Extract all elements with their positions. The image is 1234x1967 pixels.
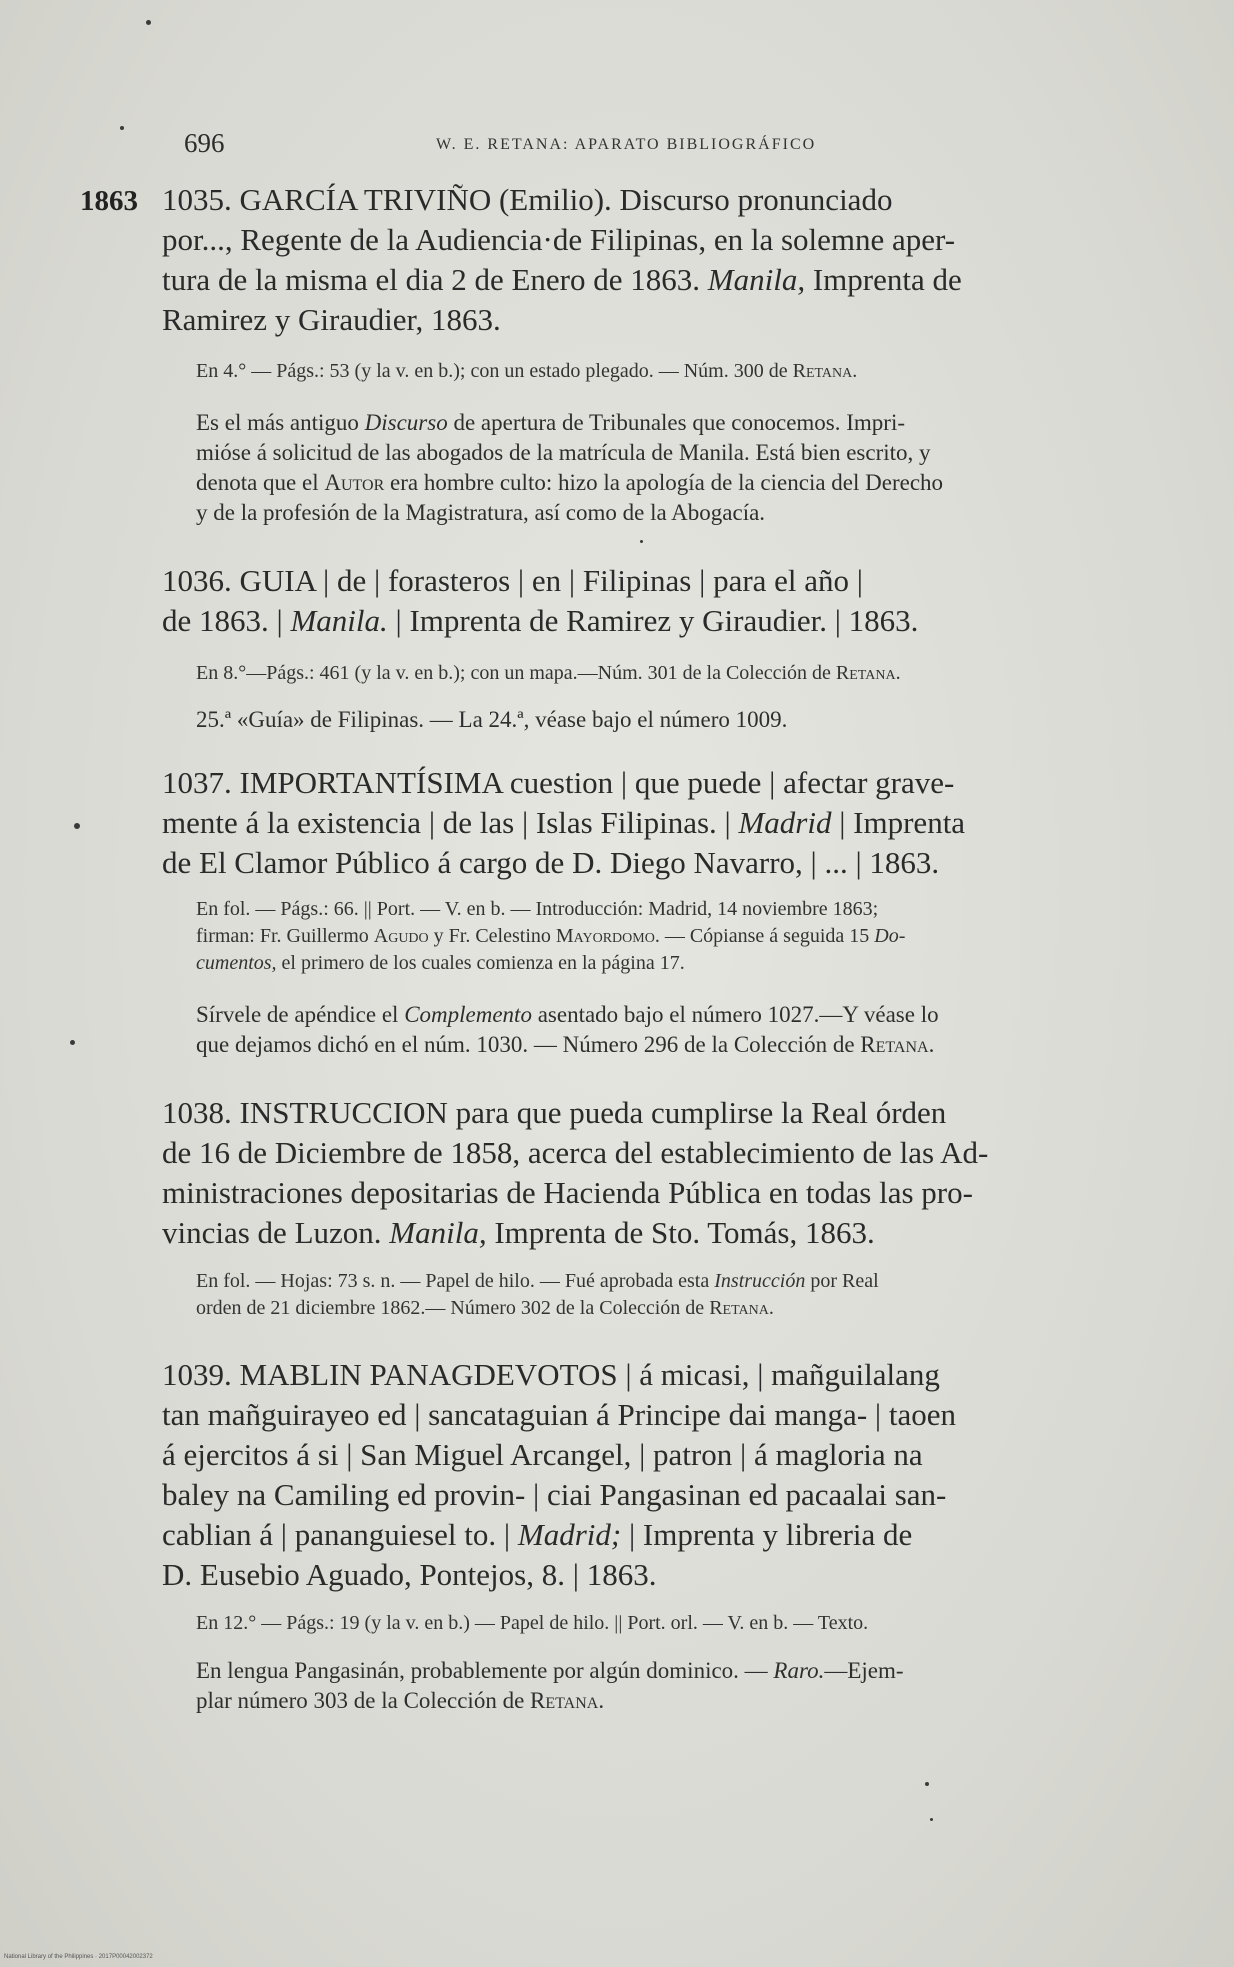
page-number: 696 <box>184 128 225 158</box>
entry-1037-commentary: Sírvele de apéndice el Complemento asentado bajo el número 1027.—Y véase lo que dejamos dichó en el núm. 1030. — Número 296 de la Colección de Retana. <box>196 1002 939 1057</box>
year-marginal-note: 1863 <box>80 185 138 217</box>
entry-1039-commentary: En lengua Pangasinán, probablemente por algún dominico. — Raro.—Ejem- plar número 303 de la Colección de Retana. <box>196 1658 904 1713</box>
entry-1038-note: En fol. — Hojas: 73 s. n. — Papel de hilo. — Fué aprobada esta Instrucción por Real orden de 21 diciembre 1862.— Número 302 de la Colección de Retana. <box>196 1270 879 1319</box>
scan-speck <box>74 823 80 829</box>
scan-speck <box>925 1782 929 1786</box>
entry-line: Ramirez y Giraudier, 1863. <box>162 302 501 337</box>
scan-speck <box>70 1040 75 1045</box>
entry-1035-note: En 4.° — Págs.: 53 (y la v. en b.); con un estado plegado. — Núm. 300 de Retana. <box>196 360 858 382</box>
entry-1039: 1039. MABLIN PANAGDEVOTOS | á micasi, | mañguilalang tan mañguirayeo ed | sancataguian á Principe dai manga- | taoen á ejercitos á si | San Miguel Arcangel, | patron | á magloria na baley na Camiling ed provin- | ciai Pangasinan ed pacaalai san- cablian á | pananguiesel to. | Madrid; | Imprenta y libreria de D. Eusebio Aguado, Pontejos, 8. | 1863. <box>162 1357 956 1592</box>
entry-1039-note: En 12.° — Págs.: 19 (y la v. en b.) — Papel de hilo. || Port. orl. — V. en b. — Texto. <box>196 1612 869 1634</box>
entry-1036-extra: 25.ª «Guía» de Filipinas. — La 24.ª, véase bajo el número 1009. <box>196 707 788 732</box>
entry-1035-commentary: Es el más antiguo Discurso de apertura de Tribunales que conocemos. Impri- mióse á solicitud de las abogados de la matrícula de Manila. Está bien escrito, y denota que el Autor era hombre culto: hizo la apología de la ciencia del Derecho y de la profesión de la Magistratura, así como de la Abogacía. <box>196 410 944 525</box>
scan-speck <box>120 126 124 130</box>
scan-speck <box>146 20 151 25</box>
scan-speck <box>930 1818 933 1821</box>
entry-1037-note: En fol. — Págs.: 66. || Port. — V. en b. — Introducción: Madrid, 14 noviembre 1863; firman: Fr. Guillermo Agudo y Fr. Celestino Mayordomo. — Cópianse á seguida 15 Do- cumentos, el primero de los cuales comienza en la página 17. <box>196 898 906 974</box>
scan-speck <box>640 540 643 543</box>
entry-1036: 1036. GUIA | de | forasteros | en | Filipinas | para el año | de 1863. | Manila. | Imprenta de Ramirez y Giraudier. | 1863. <box>162 563 919 638</box>
entry-line: 1035. GARCÍA TRIVIÑO (Emilio). Discurso pronunciado <box>162 182 893 217</box>
entry-1037: 1037. IMPORTANTÍSIMA cuestion | que puede | afectar grave- mente á la existencia | de las | Islas Filipinas. | Madrid | Imprenta de El Clamor Público á cargo de D. Diego Navarro, | ... | 1863. <box>162 765 966 880</box>
entry-1035 <box>162 180 1162 340</box>
entry-1038: 1038. INSTRUCCION para que pueda cumplirse la Real órden de 16 de Diciembre de 1858, acerca del establecimiento de las Ad- ministraciones depositarias de Hacienda Pública en todas las pro- vincias de Luzon. Manila, Imprenta de Sto. Tomás, 1863. <box>162 1095 989 1250</box>
entry-line: tura de la misma el dia 2 de Enero de 1863. Manila, Imprenta de <box>162 262 962 297</box>
entry-line: por..., Regente de la Audiencia·de Filipinas, en la solemne aper- <box>162 222 956 257</box>
scan-credit: National Library of the Philippines · 2017P00042002372 <box>4 1954 153 1960</box>
running-head: W. E. RETANA: APARATO BIBLIOGRÁFICO <box>436 136 817 153</box>
entry-1036-note: En 8.°—Págs.: 461 (y la v. en b.); con un mapa.—Núm. 301 de la Colección de Retana. <box>196 662 901 684</box>
